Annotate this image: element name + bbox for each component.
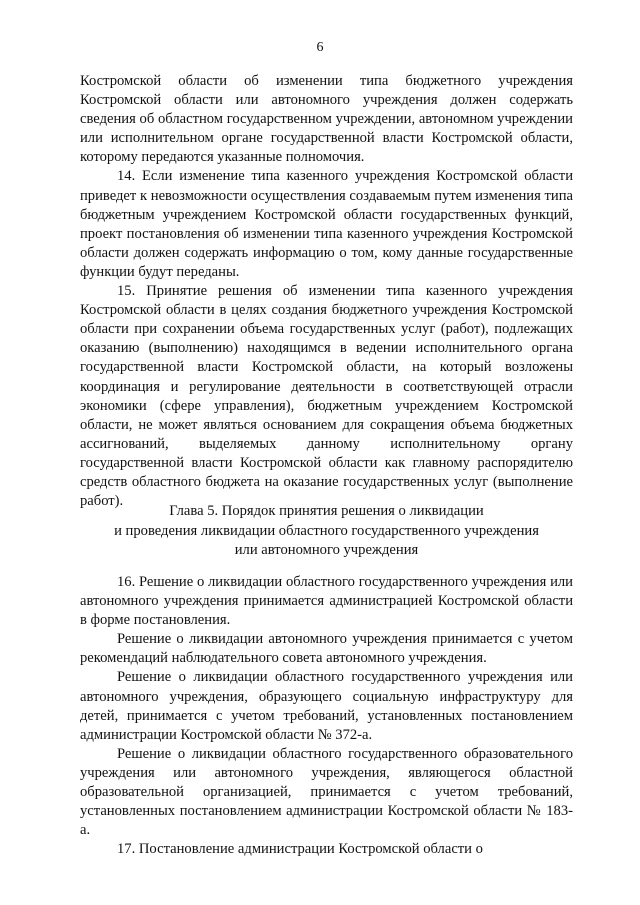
paragraph-16-part-2: Решение о ликвидации автономного учреждения принимается с учетом рекомендаций наблюдательного совета автономного учреждения. (80, 631, 573, 667)
chapter-heading (80, 502, 573, 561)
chapter-heading-line-2: и проведения ликвидации областного государственного учреждения (114, 522, 539, 539)
chapter-heading-line-3: или автономного учреждения (234, 542, 419, 558)
paragraph-15: 15. Принятие решения об изменении типа казенного учреждения Костромской области в целях создания бюджетного учреждения Костромской области при сохранении объема государственных услуг (работ), подлежащих оказанию (выполнению) находящимся в ведении исполнительного органа государственной власти Костромской области, на который возложены координация и регулирование деятельности в соответствующей отрасли экономики (сфере управления), бюджетным учреждением Костромской области, не может являться основанием для сокращения объема бюджетных ассигнований, выделяемых данному исполнительному органу государственной власти Костромской области как главному распорядителю средств областного бюджета на оказание государственных услуг (выполнение работ). (80, 283, 573, 510)
page-number: 6 (316, 40, 324, 55)
paragraph-14: 14. Если изменение типа казенного учреждения Костромской области приведет к невозможности осуществления создаваемым путем изменения типа бюджетным учреждением Костромской области государственных функций, проект постановления об изменении типа казенного учреждения Костромской области должен содержать информацию о том, кому данные государственные функции будут переданы. (80, 168, 573, 280)
chapter-heading-line-1: Глава 5. Порядок принятия решения о ликвидации (169, 503, 484, 519)
text-block-upper (80, 72, 573, 511)
paragraph-16-part-3: Решение о ликвидации областного государственного учреждения или автономного учреждения, образующего социальную инфраструктуру для детей, принимается с учетом требований, установленных постановлением администрации Костромской области № 372-а. (80, 669, 573, 743)
text-block-lower (80, 573, 573, 859)
paragraph-16: 16. Решение о ликвидации областного государственного учреждения или автономного учреждения принимается администрацией Костромской области в форме постановления. (80, 574, 573, 629)
paragraph-17: 17. Постановление администрации Костромской области о (117, 841, 483, 858)
paragraph-13-continuation: Костромской области об изменении типа бюджетного учреждения Костромской области или автономного учреждения должен содержать сведения об областном государственном учреждении, автономном учреждении или исполнительном органе государственной власти Костромской области, которому передаются указанные полномочия. (80, 73, 573, 166)
paragraph-16-part-4: Решение о ликвидации областного государственного образовательного учреждения или автономного учреждения, являющегося областной образовательной организацией, принимается с учетом требований, установленных постановлением администрации Костромской области № 183-а. (80, 745, 573, 839)
